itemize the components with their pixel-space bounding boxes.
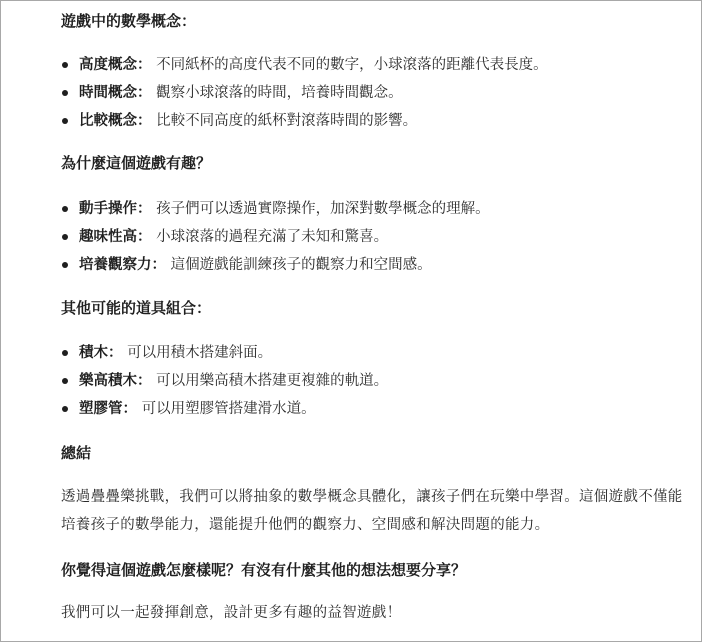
item-description: 比較不同高度的紙杯對滾落時間的影響。 <box>156 113 418 129</box>
item-term: 比較概念： <box>79 113 152 129</box>
item-description: 小球滾落的過程充滿了未知和驚喜。 <box>156 229 389 245</box>
item-description: 孩子們可以透過實際操作，加深對數學概念的理解。 <box>156 201 490 217</box>
list-item <box>61 255 490 283</box>
bullet-icon <box>62 62 68 68</box>
why-fun-list <box>61 199 490 283</box>
list-item <box>61 55 548 83</box>
item-description: 可以用樂高積木搭建更複雜的軌道。 <box>156 373 389 389</box>
item-description: 觀察小球滾落的時間，培養時間觀念。 <box>156 85 403 101</box>
summary-heading: 總結 <box>61 444 92 462</box>
item-description: 不同紙杯的高度代表不同的數字，小球滾落的距離代表長度。 <box>156 57 548 73</box>
other-props-list <box>61 343 388 427</box>
item-description: 可以用塑膠管搭建滑水道。 <box>141 401 316 417</box>
item-term: 高度概念： <box>79 57 152 73</box>
section-heading-why-fun: 為什麼這個遊戲有趣？ <box>61 154 212 172</box>
bullet-icon <box>62 262 68 268</box>
bullet-icon <box>62 378 68 384</box>
bullet-icon <box>62 350 68 356</box>
item-term: 樂高積木： <box>79 373 152 389</box>
item-term: 動手操作： <box>79 201 152 217</box>
list-item <box>61 83 548 111</box>
list-item <box>61 343 388 371</box>
bullet-icon <box>62 90 68 96</box>
item-term: 塑膠管： <box>79 401 137 417</box>
list-item <box>61 111 548 139</box>
bullet-icon <box>62 234 68 240</box>
item-term: 趣味性高： <box>79 229 152 245</box>
list-item <box>61 371 388 399</box>
list-item <box>61 199 490 227</box>
list-item <box>61 399 388 427</box>
summary-paragraph: 透過疊疊樂挑戰，我們可以將抽象的數學概念具體化，讓孩子們在玩樂中學習。這個遊戲不僅能培養孩子的數學能力，還能提升他們的觀察力、空間感和解決問題的能力。 <box>61 489 683 533</box>
section-heading-other-props: 其他可能的道具組合： <box>61 299 212 317</box>
bullet-icon <box>62 206 68 212</box>
item-term: 積木： <box>79 345 123 361</box>
math-concepts-list <box>61 55 548 139</box>
item-description: 可以用積木搭建斜面。 <box>127 345 273 361</box>
list-item <box>61 227 490 255</box>
item-term: 培養觀察力： <box>79 257 166 273</box>
question-heading: 你覺得這個遊戲怎麼樣呢？有沒有什麼其他的想法想要分享？ <box>61 561 467 579</box>
bullet-icon <box>62 406 68 412</box>
section-heading-math-concepts: 遊戲中的數學概念： <box>61 12 197 30</box>
item-description: 這個遊戲能訓練孩子的觀察力和空間感。 <box>170 257 432 273</box>
item-term: 時間概念： <box>79 85 152 101</box>
closing-paragraph: 我們可以一起發揮創意，設計更多有趣的益智遊戲！ <box>61 605 402 621</box>
bullet-icon <box>62 118 68 124</box>
